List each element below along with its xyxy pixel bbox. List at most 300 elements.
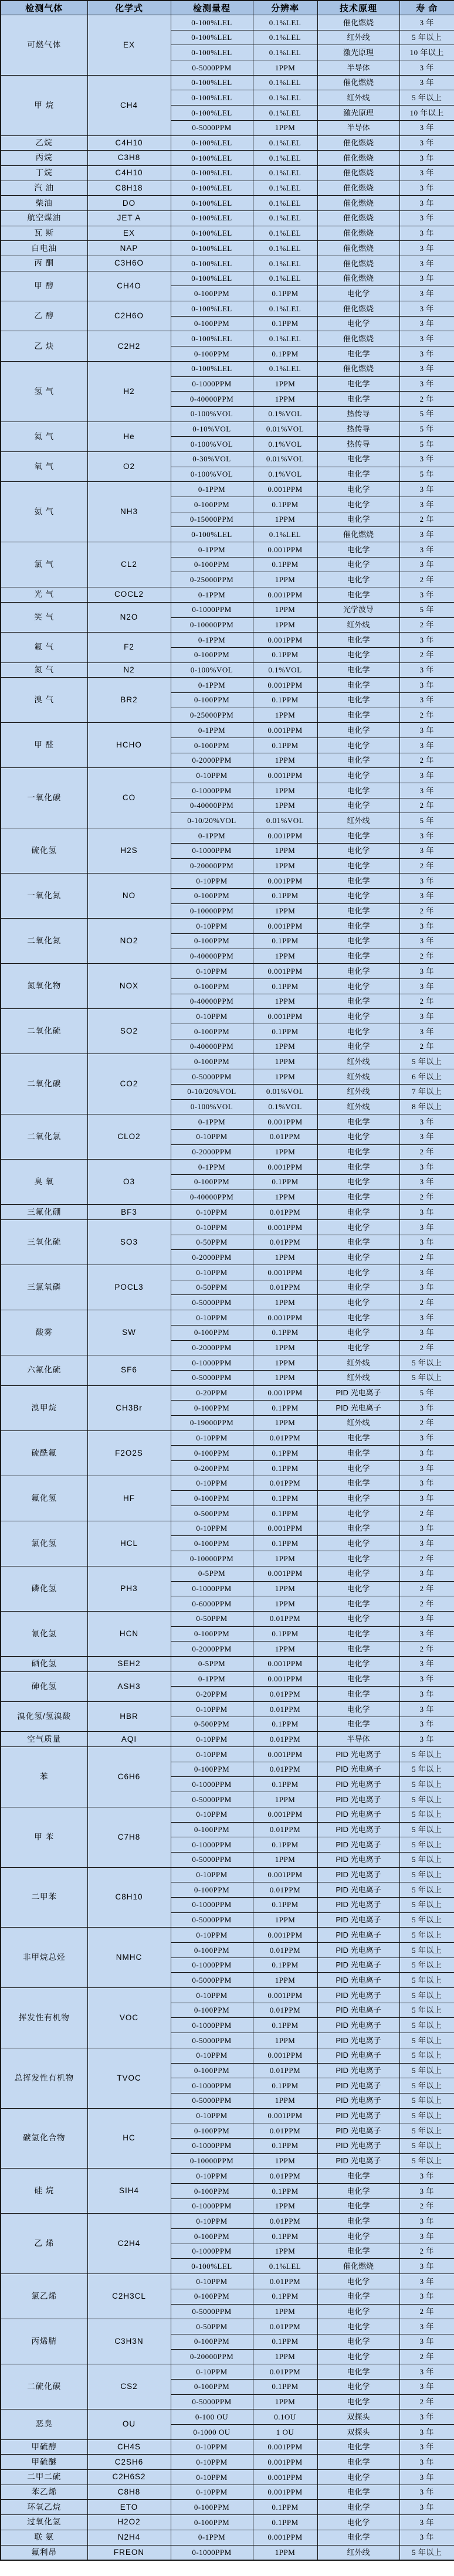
resolution-cell: 0.001PPM xyxy=(253,768,317,783)
formula-cell: C2H3CL xyxy=(87,2274,171,2319)
gas-name-cell: 三氧化硫 xyxy=(1,1220,87,1265)
range-cell: 0-1000PPM xyxy=(171,1581,253,1596)
lifespan-cell: 5 年以上 xyxy=(399,2545,454,2560)
lifespan-cell: 5 年 xyxy=(399,422,454,437)
principle-cell: PID 光电离子 xyxy=(317,2048,399,2063)
formula-cell: CL2 xyxy=(87,542,171,587)
gas-name-cell: 恶臭 xyxy=(1,2410,87,2439)
lifespan-cell: 3 年 xyxy=(399,964,454,979)
resolution-cell: 0.001PPM xyxy=(253,1310,317,1326)
table-row xyxy=(1,2455,454,2470)
principle-cell: 电化学 xyxy=(317,2364,399,2380)
header-cell-resolution: 分辨率 xyxy=(253,1,317,15)
lifespan-cell: 2 年 xyxy=(399,1415,454,1430)
resolution-cell: 0.1OU xyxy=(253,2410,317,2425)
table-row xyxy=(1,587,454,603)
principle-cell: PID 光电离子 xyxy=(317,1385,399,1401)
gas-name-cell: 氰化氢 xyxy=(1,1611,87,1656)
gas-name-cell: 丙烯腈 xyxy=(1,2319,87,2364)
resolution-cell: 0.001PPM xyxy=(253,1988,317,2003)
principle-cell: 半导体 xyxy=(317,60,399,76)
formula-cell: C8H8 xyxy=(87,2485,171,2500)
range-cell: 0-200PPM xyxy=(171,1461,253,1476)
range-cell: 0-100PPM xyxy=(171,1054,253,1069)
formula-cell: C8H10 xyxy=(87,1867,171,1928)
lifespan-cell: 5 年以上 xyxy=(399,1928,454,1943)
principle-cell: PID 光电离子 xyxy=(317,1958,399,1973)
range-cell: 0-100PPM xyxy=(171,557,253,572)
gas-name-cell: 乙 炔 xyxy=(1,331,87,361)
lifespan-cell: 3 年 xyxy=(399,1717,454,1732)
principle-cell: 催化燃烧 xyxy=(317,151,399,166)
range-cell: 0-10000PPM xyxy=(171,617,253,633)
table-row xyxy=(1,2515,454,2530)
range-cell: 0-100PPM xyxy=(171,1762,253,1777)
formula-cell: N2O xyxy=(87,602,171,632)
range-cell: 0-10PPM xyxy=(171,1205,253,1220)
formula-cell: EX xyxy=(87,15,171,76)
formula-cell: POCL3 xyxy=(87,1265,171,1310)
range-cell: 0-5000PPM xyxy=(171,2394,253,2410)
gas-name-cell: 硫酰氟 xyxy=(1,1430,87,1476)
formula-cell: CH4S xyxy=(87,2439,171,2455)
range-cell: 0-20PPM xyxy=(171,1687,253,1702)
range-cell: 0-10PPM xyxy=(171,768,253,783)
resolution-cell: 1PPM xyxy=(253,392,317,407)
range-cell: 0-100PPM xyxy=(171,1822,253,1837)
lifespan-cell: 3 年 xyxy=(399,165,454,181)
range-cell: 0-100%VOL xyxy=(171,437,253,452)
table-row xyxy=(1,1807,454,1822)
lifespan-cell: 3 年 xyxy=(399,2485,454,2500)
gas-name-cell: 甲硫醇 xyxy=(1,2439,87,2455)
range-cell: 0-1000PPM xyxy=(171,2018,253,2033)
principle-cell: 电化学 xyxy=(317,1325,399,1340)
principle-cell: 电化学 xyxy=(317,1174,399,1190)
gas-name-cell: 挥发性有机物 xyxy=(1,1988,87,2048)
principle-cell: 电化学 xyxy=(317,708,399,723)
range-cell: 0-10PPM xyxy=(171,1928,253,1943)
lifespan-cell: 3 年 xyxy=(399,874,454,889)
lifespan-cell: 2 年 xyxy=(399,2244,454,2259)
resolution-cell: 0.1%LEL xyxy=(253,135,317,151)
principle-cell: 电化学 xyxy=(317,1250,399,1265)
resolution-cell: 0.1PPM xyxy=(253,1024,317,1039)
principle-cell: PID 光电离子 xyxy=(317,2003,399,2018)
principle-cell: 催化燃烧 xyxy=(317,196,399,211)
gas-name-cell: 氨 气 xyxy=(1,482,87,542)
range-cell: 0-100PPM xyxy=(171,933,253,949)
lifespan-cell: 3 年 xyxy=(399,2455,454,2470)
lifespan-cell: 5 年以上 xyxy=(399,2093,454,2108)
gas-name-cell: 臭 氧 xyxy=(1,1160,87,1205)
lifespan-cell: 3 年 xyxy=(399,15,454,30)
range-cell: 0-1000PPM xyxy=(171,2244,253,2259)
resolution-cell: 1PPM xyxy=(253,2349,317,2364)
range-cell: 0-100%VOL xyxy=(171,406,253,422)
gas-name-cell: 丁烷 xyxy=(1,165,87,181)
gas-name-cell: 溴 气 xyxy=(1,678,87,723)
range-cell: 0-100%LEL xyxy=(171,151,253,166)
resolution-cell: 0.1PPM xyxy=(253,2078,317,2094)
principle-cell: 电化学 xyxy=(317,1446,399,1461)
resolution-cell: 1PPM xyxy=(253,1355,317,1371)
lifespan-cell: 5 年 xyxy=(399,437,454,452)
resolution-cell: 0.001PPM xyxy=(253,2048,317,2063)
resolution-cell: 0.001PPM xyxy=(253,1928,317,1943)
lifespan-cell: 3 年 xyxy=(399,241,454,256)
table-row xyxy=(1,919,454,934)
gas-name-cell: 空气质量 xyxy=(1,1732,87,1747)
resolution-cell: 0.01PPM xyxy=(253,2319,317,2334)
principle-cell: 催化燃烧 xyxy=(317,2259,399,2274)
principle-cell: 电化学 xyxy=(317,2214,399,2229)
principle-cell: 半导体 xyxy=(317,1732,399,1747)
resolution-cell: 1PPM xyxy=(253,2093,317,2108)
principle-cell: 电化学 xyxy=(317,1642,399,1657)
lifespan-cell: 5 年以上 xyxy=(399,90,454,106)
principle-cell: 电化学 xyxy=(317,2289,399,2304)
lifespan-cell: 5 年以上 xyxy=(399,1355,454,1371)
range-cell: 0-2000PPM xyxy=(171,1250,253,1265)
range-cell: 0-10PPM xyxy=(171,2048,253,2063)
lifespan-cell: 3 年 xyxy=(399,181,454,196)
range-cell: 0-100%VOL xyxy=(171,662,253,678)
range-cell: 0-100PPM xyxy=(171,1325,253,1340)
header-row xyxy=(1,1,454,15)
range-cell: 0-100PPM xyxy=(171,2123,253,2139)
lifespan-cell: 3 年 xyxy=(399,1491,454,1506)
range-cell: 0-10PPM xyxy=(171,874,253,889)
principle-cell: 电化学 xyxy=(317,2470,399,2485)
principle-cell: PID 光电离子 xyxy=(317,2153,399,2169)
range-cell: 0-100PPM xyxy=(171,1024,253,1039)
principle-cell: 催化燃烧 xyxy=(317,75,399,90)
principle-cell: 电化学 xyxy=(317,1702,399,1717)
resolution-cell: 0.1%LEL xyxy=(253,165,317,181)
lifespan-cell: 3 年 xyxy=(399,768,454,783)
lifespan-cell: 3 年 xyxy=(399,738,454,753)
resolution-cell: 0.001PPM xyxy=(253,874,317,889)
principle-cell: 电化学 xyxy=(317,828,399,844)
resolution-cell: 0.1PPM xyxy=(253,2379,317,2394)
lifespan-cell: 3 年 xyxy=(399,919,454,934)
range-cell: 0-1PPM xyxy=(171,678,253,693)
gas-name-cell: 非甲烷总烃 xyxy=(1,1928,87,1988)
principle-cell: 红外线 xyxy=(317,813,399,828)
table-row xyxy=(1,1310,454,1326)
principle-cell: 电化学 xyxy=(317,1190,399,1205)
resolution-cell: 0.1PPM xyxy=(253,1717,317,1732)
formula-cell: C6H6 xyxy=(87,1747,171,1807)
resolution-cell: 1PPM xyxy=(253,858,317,874)
resolution-cell: 0.001PPM xyxy=(253,1160,317,1175)
range-cell: 0-10PPM xyxy=(171,1732,253,1747)
formula-cell: SEH2 xyxy=(87,1656,171,1671)
table-row xyxy=(1,1671,454,1687)
principle-cell: 激光原理 xyxy=(317,106,399,121)
gas-name-cell: 联 氨 xyxy=(1,2530,87,2545)
lifespan-cell: 5 年以上 xyxy=(399,2123,454,2139)
resolution-cell: 0.001PPM xyxy=(253,1521,317,1536)
table-row xyxy=(1,181,454,196)
principle-cell: 电化学 xyxy=(317,1160,399,1175)
resolution-cell: 0.1PPM xyxy=(253,1506,317,1521)
lifespan-cell: 5 年以上 xyxy=(399,1807,454,1822)
resolution-cell: 0.001PPM xyxy=(253,723,317,738)
range-cell: 0-10PPM xyxy=(171,1702,253,1717)
resolution-cell: 1PPM xyxy=(253,708,317,723)
formula-cell: OU xyxy=(87,2410,171,2439)
formula-cell: SO3 xyxy=(87,1220,171,1265)
gas-name-cell: 乙 烯 xyxy=(1,2214,87,2274)
resolution-cell: 0.1PPM xyxy=(253,692,317,708)
table-row xyxy=(1,2108,454,2123)
table-row xyxy=(1,2545,454,2560)
gas-name-cell: 二氧化氮 xyxy=(1,919,87,964)
formula-cell: HCL xyxy=(87,1521,171,1566)
gas-name-cell: 柴油 xyxy=(1,196,87,211)
lifespan-cell: 2 年 xyxy=(399,1295,454,1310)
resolution-cell: 1PPM xyxy=(253,843,317,858)
gas-name-cell: 氟利昂 xyxy=(1,2545,87,2560)
resolution-cell: 0.1PPM xyxy=(253,979,317,994)
resolution-cell: 0.001PPM xyxy=(253,678,317,693)
principle-cell: 电化学 xyxy=(317,376,399,392)
principle-cell: 电化学 xyxy=(317,1551,399,1566)
range-cell: 0-5000PPM xyxy=(171,2304,253,2319)
resolution-cell: 0.1PPM xyxy=(253,1958,317,1973)
resolution-cell: 1PPM xyxy=(253,512,317,527)
resolution-cell: 1PPM xyxy=(253,1596,317,1612)
principle-cell: 催化燃烧 xyxy=(317,165,399,181)
range-cell: 0-100PPM xyxy=(171,2229,253,2244)
lifespan-cell: 2 年 xyxy=(399,1581,454,1596)
principle-cell: 电化学 xyxy=(317,678,399,693)
principle-cell: 电化学 xyxy=(317,1687,399,1702)
principle-cell: 电化学 xyxy=(317,1521,399,1536)
gas-name-cell: 氯 气 xyxy=(1,542,87,587)
gas-name-cell: 苯 xyxy=(1,1747,87,1807)
formula-cell: PH3 xyxy=(87,1566,171,1611)
resolution-cell: 1PPM xyxy=(253,1792,317,1807)
principle-cell: 电化学 xyxy=(317,692,399,708)
table-row xyxy=(1,2274,454,2289)
principle-cell: 催化燃烧 xyxy=(317,331,399,346)
lifespan-cell: 2 年 xyxy=(399,1190,454,1205)
lifespan-cell: 3 年 xyxy=(399,226,454,241)
resolution-cell: 0.1%LEL xyxy=(253,181,317,196)
lifespan-cell: 5 年以上 xyxy=(399,1370,454,1385)
range-cell: 0-5000PPM xyxy=(171,1792,253,1807)
range-cell: 0-500PPM xyxy=(171,1717,253,1732)
resolution-cell: 0.1PPM xyxy=(253,1837,317,1853)
principle-cell: PID 光电离子 xyxy=(317,1897,399,1912)
resolution-cell: 1PPM xyxy=(253,1250,317,1265)
principle-cell: 电化学 xyxy=(317,874,399,889)
principle-cell: PID 光电离子 xyxy=(317,1973,399,1988)
resolution-cell: 1PPM xyxy=(253,572,317,587)
formula-cell: CO xyxy=(87,768,171,828)
principle-cell: 电化学 xyxy=(317,979,399,994)
table-row xyxy=(1,482,454,497)
resolution-cell: 1PPM xyxy=(253,2153,317,2169)
gas-name-cell: 可燃气体 xyxy=(1,15,87,76)
range-cell: 0-15000PPM xyxy=(171,512,253,527)
range-cell: 0-100PPM xyxy=(171,2500,253,2515)
lifespan-cell: 3 年 xyxy=(399,1732,454,1747)
resolution-cell: 0.001PPM xyxy=(253,1807,317,1822)
resolution-cell: 0.1PPM xyxy=(253,2138,317,2153)
principle-cell: 电化学 xyxy=(317,783,399,798)
lifespan-cell: 3 年 xyxy=(399,1401,454,1416)
formula-cell: C4H10 xyxy=(87,165,171,181)
lifespan-cell: 2 年 xyxy=(399,512,454,527)
resolution-cell: 0.1PPM xyxy=(253,1325,317,1340)
principle-cell: 催化燃烧 xyxy=(317,256,399,271)
resolution-cell: 1PPM xyxy=(253,1295,317,1310)
resolution-cell: 0.1PPM xyxy=(253,557,317,572)
range-cell: 0-5PPM xyxy=(171,1656,253,1671)
table-row xyxy=(1,1054,454,1069)
resolution-cell: 0.1PPM xyxy=(253,1446,317,1461)
gas-name-cell: 航空煤油 xyxy=(1,210,87,226)
range-cell: 0-5000PPM xyxy=(171,2093,253,2108)
lifespan-cell: 2 年 xyxy=(399,1144,454,1160)
principle-cell: 电化学 xyxy=(317,2229,399,2244)
resolution-cell: 0.1%LEL xyxy=(253,527,317,542)
formula-cell: VOC xyxy=(87,1988,171,2048)
lifespan-cell: 3 年 xyxy=(399,286,454,301)
header-cell-formula: 化学式 xyxy=(87,1,171,15)
formula-cell: TVOC xyxy=(87,2048,171,2108)
gas-name-cell: 氯化氢 xyxy=(1,1521,87,1566)
lifespan-cell: 2 年 xyxy=(399,617,454,633)
range-cell: 0-100PPM xyxy=(171,1401,253,1416)
lifespan-cell: 2 年 xyxy=(399,1506,454,1521)
principle-cell: 红外线 xyxy=(317,2545,399,2560)
gas-name-cell: 苯乙烯 xyxy=(1,2485,87,2500)
range-cell: 0-100%LEL xyxy=(171,30,253,45)
principle-cell: 电化学 xyxy=(317,1476,399,1491)
resolution-cell: 0.1PPM xyxy=(253,2229,317,2244)
table-row xyxy=(1,828,454,844)
range-cell: 0-1PPM xyxy=(171,587,253,603)
gas-name-cell: 二氧化氯 xyxy=(1,1114,87,1160)
range-cell: 0-25000PPM xyxy=(171,708,253,723)
principle-cell: 双探头 xyxy=(317,2410,399,2425)
range-cell: 0-5PPM xyxy=(171,1566,253,1581)
lifespan-cell: 3 年 xyxy=(399,933,454,949)
principle-cell: 电化学 xyxy=(317,2169,399,2184)
lifespan-cell: 5 年以上 xyxy=(399,1988,454,2003)
lifespan-cell: 3 年 xyxy=(399,60,454,76)
lifespan-cell: 3 年 xyxy=(399,1205,454,1220)
principle-cell: 电化学 xyxy=(317,903,399,919)
table-row xyxy=(1,2364,454,2380)
resolution-cell: 1PPM xyxy=(253,2033,317,2048)
range-cell: 0-100%LEL xyxy=(171,181,253,196)
lifespan-cell: 3 年 xyxy=(399,135,454,151)
lifespan-cell: 3 年 xyxy=(399,2259,454,2274)
resolution-cell: 1PPM xyxy=(253,1581,317,1596)
resolution-cell: 1PPM xyxy=(253,949,317,964)
principle-cell: 电化学 xyxy=(317,994,399,1009)
range-cell: 0-10PPM xyxy=(171,1220,253,1235)
formula-cell: C2H6S2 xyxy=(87,2470,171,2485)
table-row xyxy=(1,1656,454,1671)
range-cell: 0-5000PPM xyxy=(171,1370,253,1385)
principle-cell: 电化学 xyxy=(317,392,399,407)
formula-cell: DO xyxy=(87,196,171,211)
range-cell: 0-500PPM xyxy=(171,1506,253,1521)
range-cell: 0-100%LEL xyxy=(171,210,253,226)
lifespan-cell: 3 年 xyxy=(399,210,454,226)
principle-cell: 电化学 xyxy=(317,633,399,648)
formula-cell: O3 xyxy=(87,1160,171,1205)
resolution-cell: 0.1%VOL xyxy=(253,467,317,482)
principle-cell: 电化学 xyxy=(317,1129,399,1144)
principle-cell: 电化学 xyxy=(317,2304,399,2319)
range-cell: 0-100%LEL xyxy=(171,271,253,286)
resolution-cell: 1PPM xyxy=(253,2244,317,2259)
range-cell: 0-100PPM xyxy=(171,1882,253,1898)
lifespan-cell: 2 年 xyxy=(399,1340,454,1355)
principle-cell: 电化学 xyxy=(317,1220,399,1235)
table-row xyxy=(1,2169,454,2184)
gas-name-cell: 二氧化碳 xyxy=(1,1054,87,1114)
principle-cell: 催化燃烧 xyxy=(317,15,399,30)
range-cell: 0-2000PPM xyxy=(171,1340,253,1355)
gas-name-cell: 汽 油 xyxy=(1,181,87,196)
formula-cell: C2H6O xyxy=(87,301,171,331)
gas-name-cell: 乙烷 xyxy=(1,135,87,151)
gas-name-cell: 环氧乙烷 xyxy=(1,2500,87,2515)
resolution-cell: 1PPM xyxy=(253,602,317,617)
gas-name-cell: 磷化氢 xyxy=(1,1566,87,1611)
resolution-cell: 1PPM xyxy=(253,60,317,76)
table-row xyxy=(1,2439,454,2455)
lifespan-cell: 3 年 xyxy=(399,196,454,211)
resolution-cell: 0.001PPM xyxy=(253,1656,317,1671)
table-row xyxy=(1,75,454,90)
range-cell: 0-40000PPM xyxy=(171,994,253,1009)
principle-cell: 电化学 xyxy=(317,587,399,603)
lifespan-cell: 5 年以上 xyxy=(399,1882,454,1898)
range-cell: 0-100PPM xyxy=(171,286,253,301)
table-row xyxy=(1,1988,454,2003)
principle-cell: PID 光电离子 xyxy=(317,2033,399,2048)
principle-cell: 电化学 xyxy=(317,2198,399,2214)
gas-name-cell: 氧 气 xyxy=(1,451,87,481)
principle-cell: 电化学 xyxy=(317,2500,399,2515)
principle-cell: 电化学 xyxy=(317,888,399,903)
formula-cell: N2H4 xyxy=(87,2530,171,2545)
range-cell: 0-100%LEL xyxy=(171,15,253,30)
lifespan-cell: 3 年 xyxy=(399,828,454,844)
gas-name-cell: 氦 气 xyxy=(1,422,87,451)
principle-cell: 电化学 xyxy=(317,467,399,482)
principle-cell: 催化燃烧 xyxy=(317,181,399,196)
lifespan-cell: 3 年 xyxy=(399,1521,454,1536)
principle-cell: 电化学 xyxy=(317,2244,399,2259)
principle-cell: 电化学 xyxy=(317,2379,399,2394)
range-cell: 0-100PPM xyxy=(171,346,253,362)
lifespan-cell: 5 年以上 xyxy=(399,2138,454,2153)
resolution-cell: 0.1%LEL xyxy=(253,2259,317,2274)
range-cell: 0-5000PPM xyxy=(171,1973,253,1988)
resolution-cell: 0.001PPM xyxy=(253,482,317,497)
